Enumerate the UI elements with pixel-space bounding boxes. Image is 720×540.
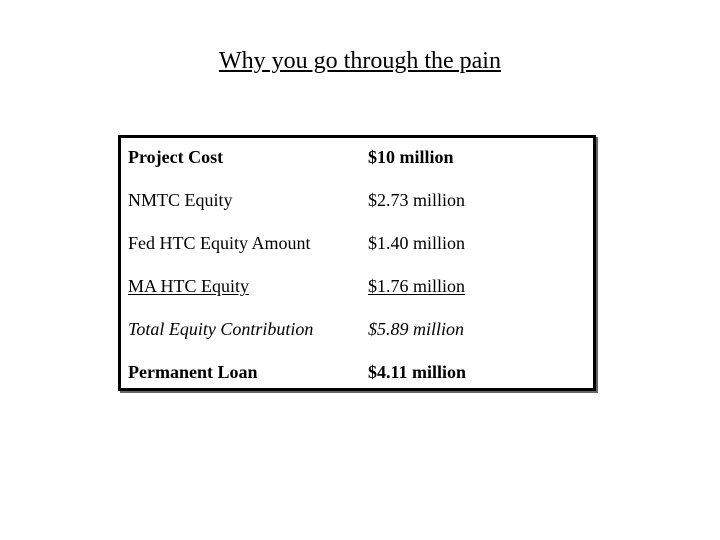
row-value: $2.73 million: [368, 190, 466, 210]
row-label: Fed HTC Equity Amount: [128, 233, 311, 253]
row-label: Permanent Loan: [128, 362, 258, 382]
row-value: $4.11 million: [368, 362, 467, 382]
row-label: Total Equity Contribution: [128, 319, 314, 339]
row-label: NMTC Equity: [128, 190, 233, 210]
table-row-project-cost: [121, 136, 593, 179]
table-row-permanent-loan: [121, 351, 593, 394]
row-value: $1.40 million: [368, 233, 466, 253]
financing-table: [118, 135, 596, 391]
row-label: MA HTC Equity: [128, 276, 250, 296]
table-row-total-equity: [121, 308, 593, 351]
row-value: $10 million: [368, 147, 454, 167]
row-value: $1.76 million: [368, 276, 466, 296]
slide-title: Why you go through the pain: [219, 48, 501, 74]
table-row-fed-htc-equity: [121, 222, 593, 265]
table-row-nmtc-equity: [121, 179, 593, 222]
table-row-ma-htc-equity: [121, 265, 593, 308]
row-value: $5.89 million: [368, 319, 465, 339]
row-label: Project Cost: [128, 147, 224, 167]
